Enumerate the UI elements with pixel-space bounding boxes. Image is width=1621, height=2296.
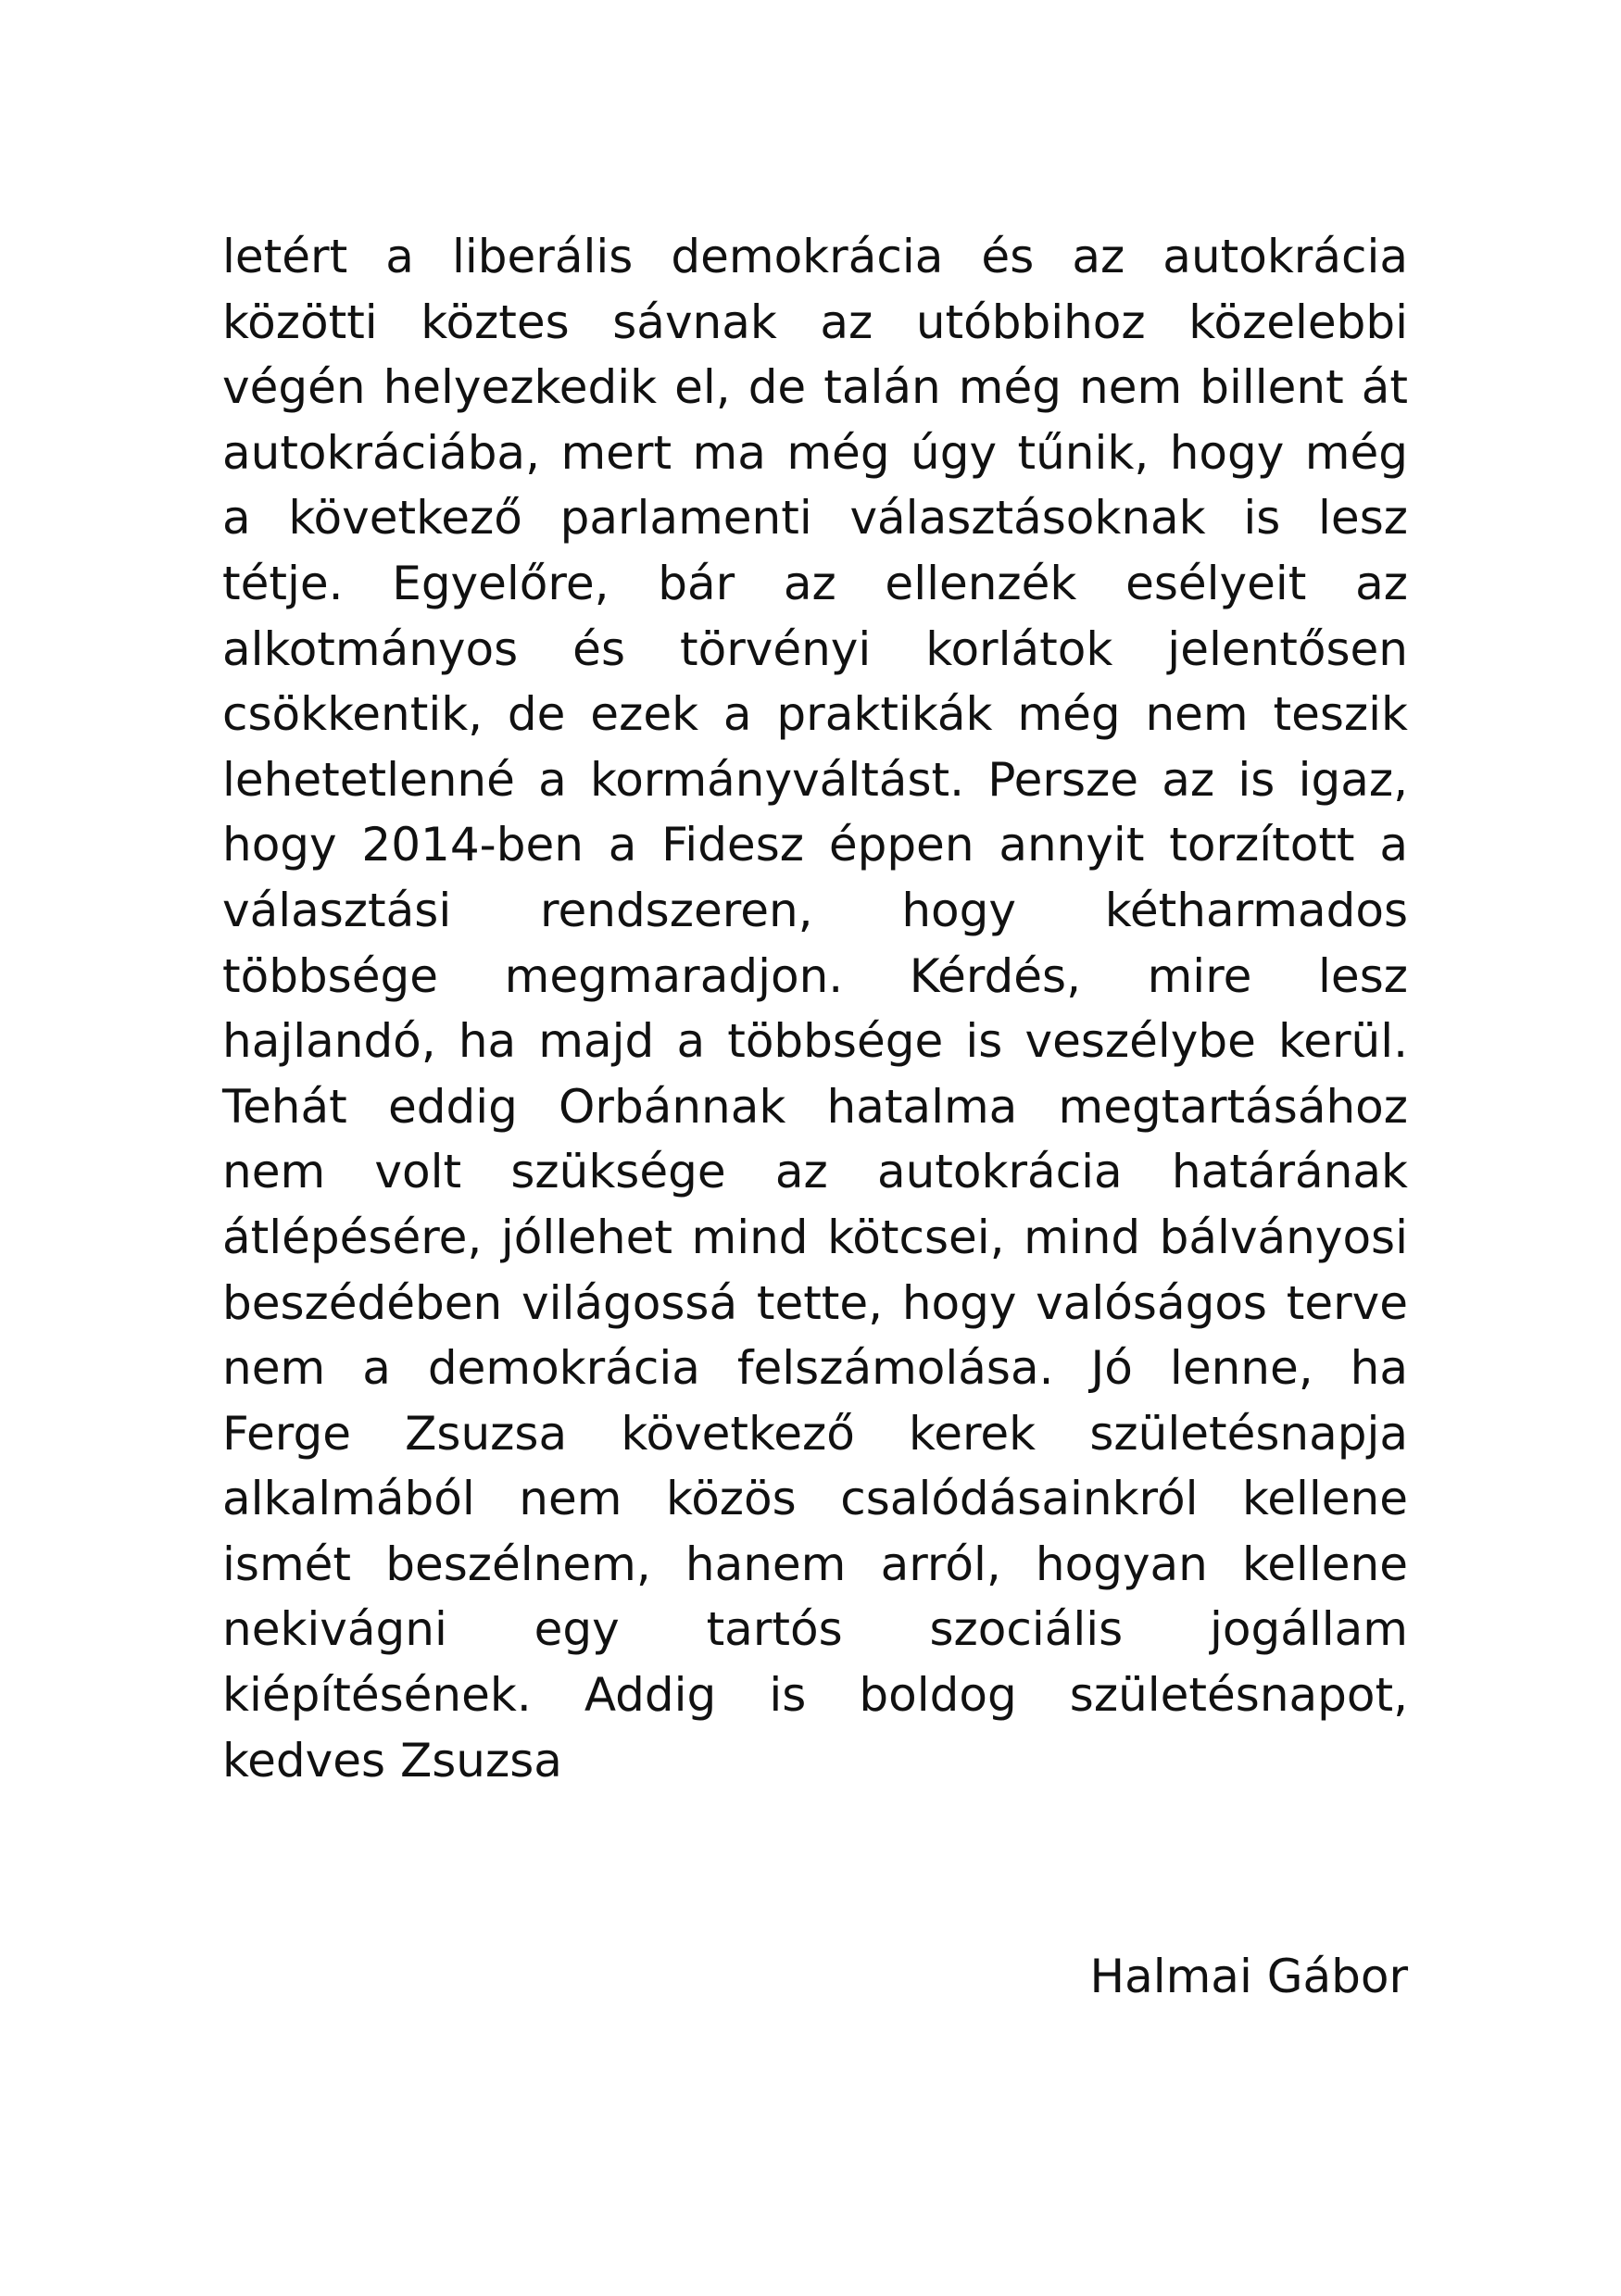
paragraph-line: beszédében világossá tette, hogy valóságos terve (222, 1275, 1408, 1330)
paragraph-line: ismét beszélnem, hanem arról, hogyan kellene (222, 1537, 1408, 1591)
paragraph-line: letért a liberális demokrácia és az autokrácia (222, 230, 1408, 283)
paragraph-line: hogy 2014-ben a Fidesz éppen annyit torzított a (222, 818, 1408, 872)
paragraph-line: nem volt szüksége az autokrácia határának (222, 1145, 1408, 1199)
paragraph-line: alkotmányos és törvényi korlátok jelentősen (222, 621, 1408, 676)
paragraph-line: hajlandó, ha majd a többsége is veszélybe kerül. (222, 1014, 1408, 1069)
paragraph-line: többsége megmaradjon. Kérdés, mire lesz (222, 948, 1408, 1003)
paragraph-line: közötti köztes sávnak az utóbbihoz közelebbi (222, 295, 1408, 349)
paragraph-line: lehetetlenné a kormányváltást. Persze az is igaz, (222, 752, 1408, 807)
paragraph-line: Tehát eddig Orbánnak hatalma megtartásához (222, 1079, 1408, 1134)
author-signature: Halmai Gábor (1089, 1950, 1408, 2003)
paragraph-line: kiépítésének. Addig is boldog születésnapot, (222, 1668, 1408, 1723)
paragraph-line: autokráciába, mert ma még úgy tűnik, hogy még (222, 425, 1408, 480)
paragraph-line: választási rendszeren, hogy kétharmados (222, 883, 1408, 937)
body-paragraph (222, 224, 1408, 1793)
paragraph-line: a következő parlamenti választásoknak is lesz (222, 491, 1408, 546)
paragraph-line: kedves Zsuzsa (222, 1733, 562, 1788)
paragraph-line: átlépésére, jóllehet mind kötcsei, mind bálványosi (222, 1210, 1408, 1264)
paragraph-line: alkalmából nem közös csalódásainkról kellene (222, 1472, 1408, 1526)
paragraph-line: nem a demokrácia felszámolása. Jó lenne, ha (222, 1341, 1408, 1396)
paragraph-line: nekivágni egy tartós szociális jogállam (222, 1602, 1408, 1657)
paragraph-line: csökkentik, de ezek a praktikák még nem teszik (222, 687, 1408, 742)
paragraph-line: tétje. Egyelőre, bár az ellenzék esélyeit az (222, 556, 1408, 610)
paragraph-line: Ferge Zsuzsa következő kerek születésnapja (222, 1406, 1408, 1461)
paragraph-line: végén helyezkedik el, de talán még nem billent át (222, 360, 1408, 415)
